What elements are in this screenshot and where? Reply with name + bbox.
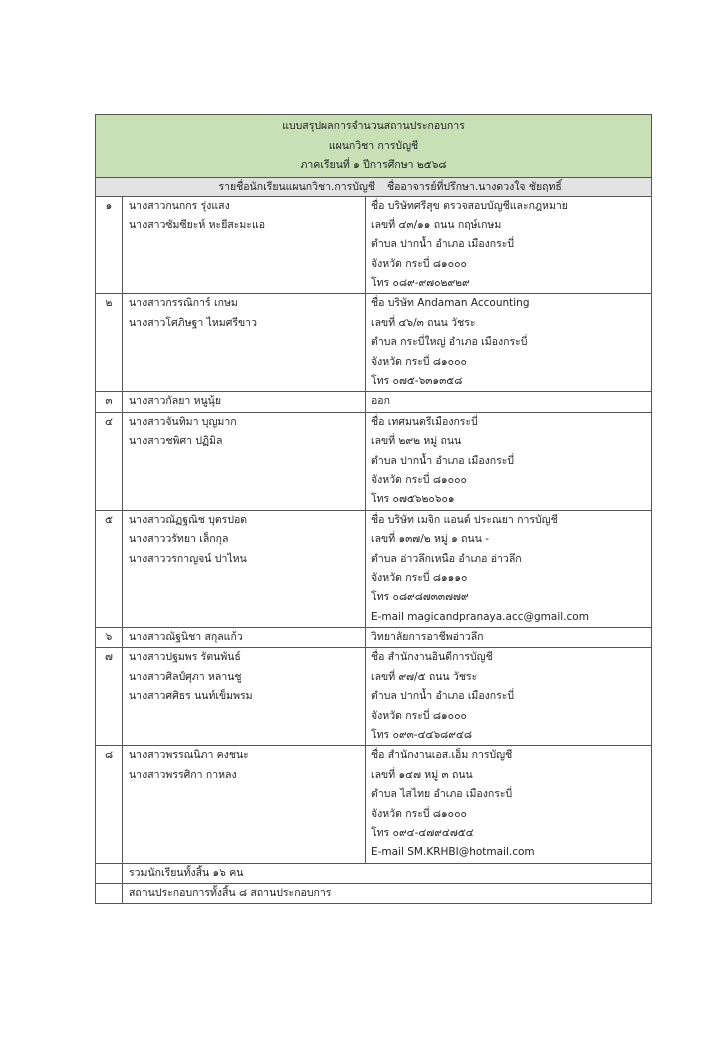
- student-names: [123, 648, 366, 746]
- student-names: [123, 628, 366, 648]
- company-line: โทร ๐๗๕-๖๓๑๓๕๘: [371, 375, 463, 388]
- table-row: [96, 294, 652, 392]
- student-name: นางสาวกัลยา หนูนุ้ย: [129, 395, 222, 408]
- row-number: [96, 294, 123, 392]
- row-number-text: ๕: [105, 513, 113, 526]
- company-line: E-mail SM.KRHBI@hotmail.com: [371, 846, 535, 859]
- row-number-text: ๑: [105, 199, 113, 212]
- companies-total: สถานประกอบการทั้งสิ้น ๘ สถานประกอบการ: [123, 883, 652, 903]
- row-number-text: ๘: [104, 749, 114, 762]
- company-line: ตำบล อ่าวลึกเหนือ อำเภอ อ่าวลึก: [371, 552, 522, 565]
- company-line: จังหวัด กระบี่ ๘๑๐๐๐: [371, 355, 467, 368]
- column-header-row: [96, 177, 652, 196]
- company-line: ตำบล ปากน้ำ อำเภอ เมืองกระบี่: [371, 690, 515, 703]
- report-title: แบบสรุปผลการจำนวนสถานประกอบการ: [282, 120, 465, 132]
- row-number: [96, 196, 123, 294]
- table-row: [96, 628, 652, 648]
- student-name: นางสาวกรรณิการ์ เกษม: [129, 297, 238, 310]
- report-header: [96, 115, 652, 178]
- student-name: นางสาววรัทยา เล็กกุล: [129, 533, 229, 546]
- company-info: [366, 294, 652, 392]
- student-names: [123, 392, 366, 412]
- company-line: ชื่อ สำนักงานเอส.เอ็ม การบัญชี: [371, 749, 513, 762]
- table-row: [96, 648, 652, 746]
- student-names: [123, 412, 366, 510]
- company-info: [366, 392, 652, 412]
- company-line: โทร ๐๗๕๖๒๐๖๐๑: [371, 493, 455, 506]
- student-name: นางสาวโศภิษฐา ไหมศรีขาว: [129, 316, 257, 329]
- company-line: โทร ๐๘๙-๙๗๐๒๙๒๙: [371, 277, 470, 290]
- row-number: [96, 648, 123, 746]
- summary-row: [96, 863, 652, 883]
- row-number-text: ๒: [105, 297, 113, 310]
- table-row: [96, 392, 652, 412]
- student-name: นางสาวศิลป์ศุภา หลานชู: [129, 670, 242, 683]
- summary-table: [95, 114, 652, 904]
- student-name: นางสาวชพิศา ปฏิมิล: [129, 435, 223, 448]
- company-info: [366, 510, 652, 627]
- student-name: นางสาวพรรณนิภา คงชนะ: [129, 749, 249, 762]
- row-number: [96, 746, 123, 863]
- company-info: [366, 648, 652, 746]
- company-line: โทร ๐๘๙๘๗๓๓๗๗๙: [371, 591, 469, 604]
- summary-spacer: [96, 863, 123, 883]
- advisor-column-header: ชื่ออาจารย์ที่ปรึกษา.นางดวงใจ ชัยฤทธิ์: [387, 180, 562, 193]
- company-info: [366, 628, 652, 648]
- student-name: นางสาวซัมซียะห์ หะยีสะมะแอ: [129, 218, 266, 231]
- student-name: นางสาวจันทิมา บุญมาก: [129, 415, 237, 428]
- company-line: โทร ๐๙๔-๔๗๙๔๗๕๔: [371, 827, 474, 839]
- company-line: เลขที่ ๑๔๗ หมู่ ๓ ถนน: [371, 768, 473, 781]
- row-number-text: ๗: [105, 651, 113, 664]
- company-line: เลขที่ ๑๓๗/๒ หมู่ ๑ ถนน -: [371, 533, 490, 546]
- column-header: [96, 177, 652, 196]
- row-number: [96, 392, 123, 412]
- company-line: เลขที่ ๔๖/๓ ถนน วัชระ: [371, 316, 476, 329]
- semester-title: ภาคเรียนที่ ๑ ปีการศึกษา ๒๕๖๘: [300, 159, 447, 171]
- company-line: ตำบล กระบี่ใหญ่ อำเภอ เมืองกระบี่: [371, 336, 528, 349]
- company-line: ชื่อ เทศมนตรีเมืองกระบี่: [371, 415, 478, 428]
- summary-row: [96, 883, 652, 903]
- student-name: นางสาวปฐมพร รัตนพันธ์: [129, 651, 241, 664]
- company-line: เลขที่ ๔๓/๑๑ ถนน กฤษ์เกษม: [371, 218, 502, 231]
- company-line: ตำบล ไสไทย อำเภอ เมืองกระบี่: [371, 788, 513, 801]
- student-names: [123, 746, 366, 863]
- student-names: [123, 510, 366, 627]
- summary-sheet: [95, 114, 651, 904]
- table-row: [96, 412, 652, 510]
- row-number: [96, 412, 123, 510]
- student-names: [123, 294, 366, 392]
- table-row: [96, 196, 652, 294]
- header-row: [96, 115, 652, 178]
- company-info: [366, 746, 652, 863]
- student-name: นางสาววรกาญจน์ ปาไหน: [129, 552, 247, 565]
- company-info: [366, 196, 652, 294]
- department-title: แผนกวิชา การบัญชี: [328, 139, 419, 152]
- table-row: [96, 510, 652, 627]
- student-name: นางสาวพรรศิกา กาหลง: [129, 768, 237, 781]
- company-line: วิทยาลัยการอาชีพอ่าวลึก: [371, 631, 484, 644]
- company-line: จังหวัด กระบี่ ๘๑๐๐๐: [371, 807, 467, 820]
- table-row: [96, 746, 652, 863]
- company-line: ตำบล ปากน้ำ อำเภอ เมืองกระบี่: [371, 454, 515, 467]
- row-number-text: ๖: [105, 631, 113, 644]
- company-info: [366, 412, 652, 510]
- row-number: [96, 628, 123, 648]
- students-column-header: รายชื่อนักเรียนแผนกวิชา.การบัญชี: [218, 180, 375, 193]
- row-number-text: ๓: [105, 395, 113, 408]
- company-line: จังหวัด กระบี่ ๘๑๐๐๐: [371, 709, 467, 722]
- company-line: จังหวัด กระบี่ ๘๑๑๑๐: [371, 571, 468, 584]
- company-line: จังหวัด กระบี่ ๘๑๐๐๐: [371, 473, 467, 486]
- company-line: ชื่อ บริษัท Andaman Accounting: [371, 297, 530, 310]
- company-line: จังหวัด กระบี่ ๘๑๐๐๐: [371, 257, 467, 270]
- students-total: รวมนักเรียนทั้งสิ้น ๑๖ คน: [123, 863, 652, 883]
- student-name: นางสาวณัฏฐณิช บุตรปอด: [129, 513, 248, 526]
- company-line: เลขที่ ๒๙๒ หมู่ ถนน: [371, 435, 462, 448]
- company-line: โทร ๐๙๓-๔๔๖๘๙๔๘: [371, 729, 473, 742]
- company-line: ชื่อ บริษัทศรีสุข ตรวจสอบบัญชีและกฎหมาย: [371, 199, 568, 212]
- table-body: [96, 115, 652, 904]
- company-line: เลขที่ ๙๗/๕ ถนน วัชระ: [371, 670, 478, 683]
- student-name: นางสาวกนกกร รุ่งแสง: [129, 199, 230, 212]
- company-line: ตำบล ปากน้ำ อำเภอ เมืองกระบี่: [371, 238, 515, 251]
- company-line: ออก: [371, 395, 390, 408]
- student-name: นางสาวณัฐนิชา สกุลแก้ว: [129, 631, 243, 644]
- company-line: E-mail magicandpranaya.acc@gmail.com: [371, 610, 589, 623]
- company-line: ชื่อ บริษัท เมจิก แอนด์ ประณยา การบัญชี: [371, 513, 558, 526]
- summary-spacer: [96, 883, 123, 903]
- company-line: ชื่อ สำนักงานอินดีการบัญชี: [371, 651, 493, 664]
- student-name: นางสาวศศิธร นนท์เข็มพรม: [129, 690, 253, 703]
- row-number: [96, 510, 123, 627]
- student-names: [123, 196, 366, 294]
- row-number-text: ๔: [105, 415, 113, 428]
